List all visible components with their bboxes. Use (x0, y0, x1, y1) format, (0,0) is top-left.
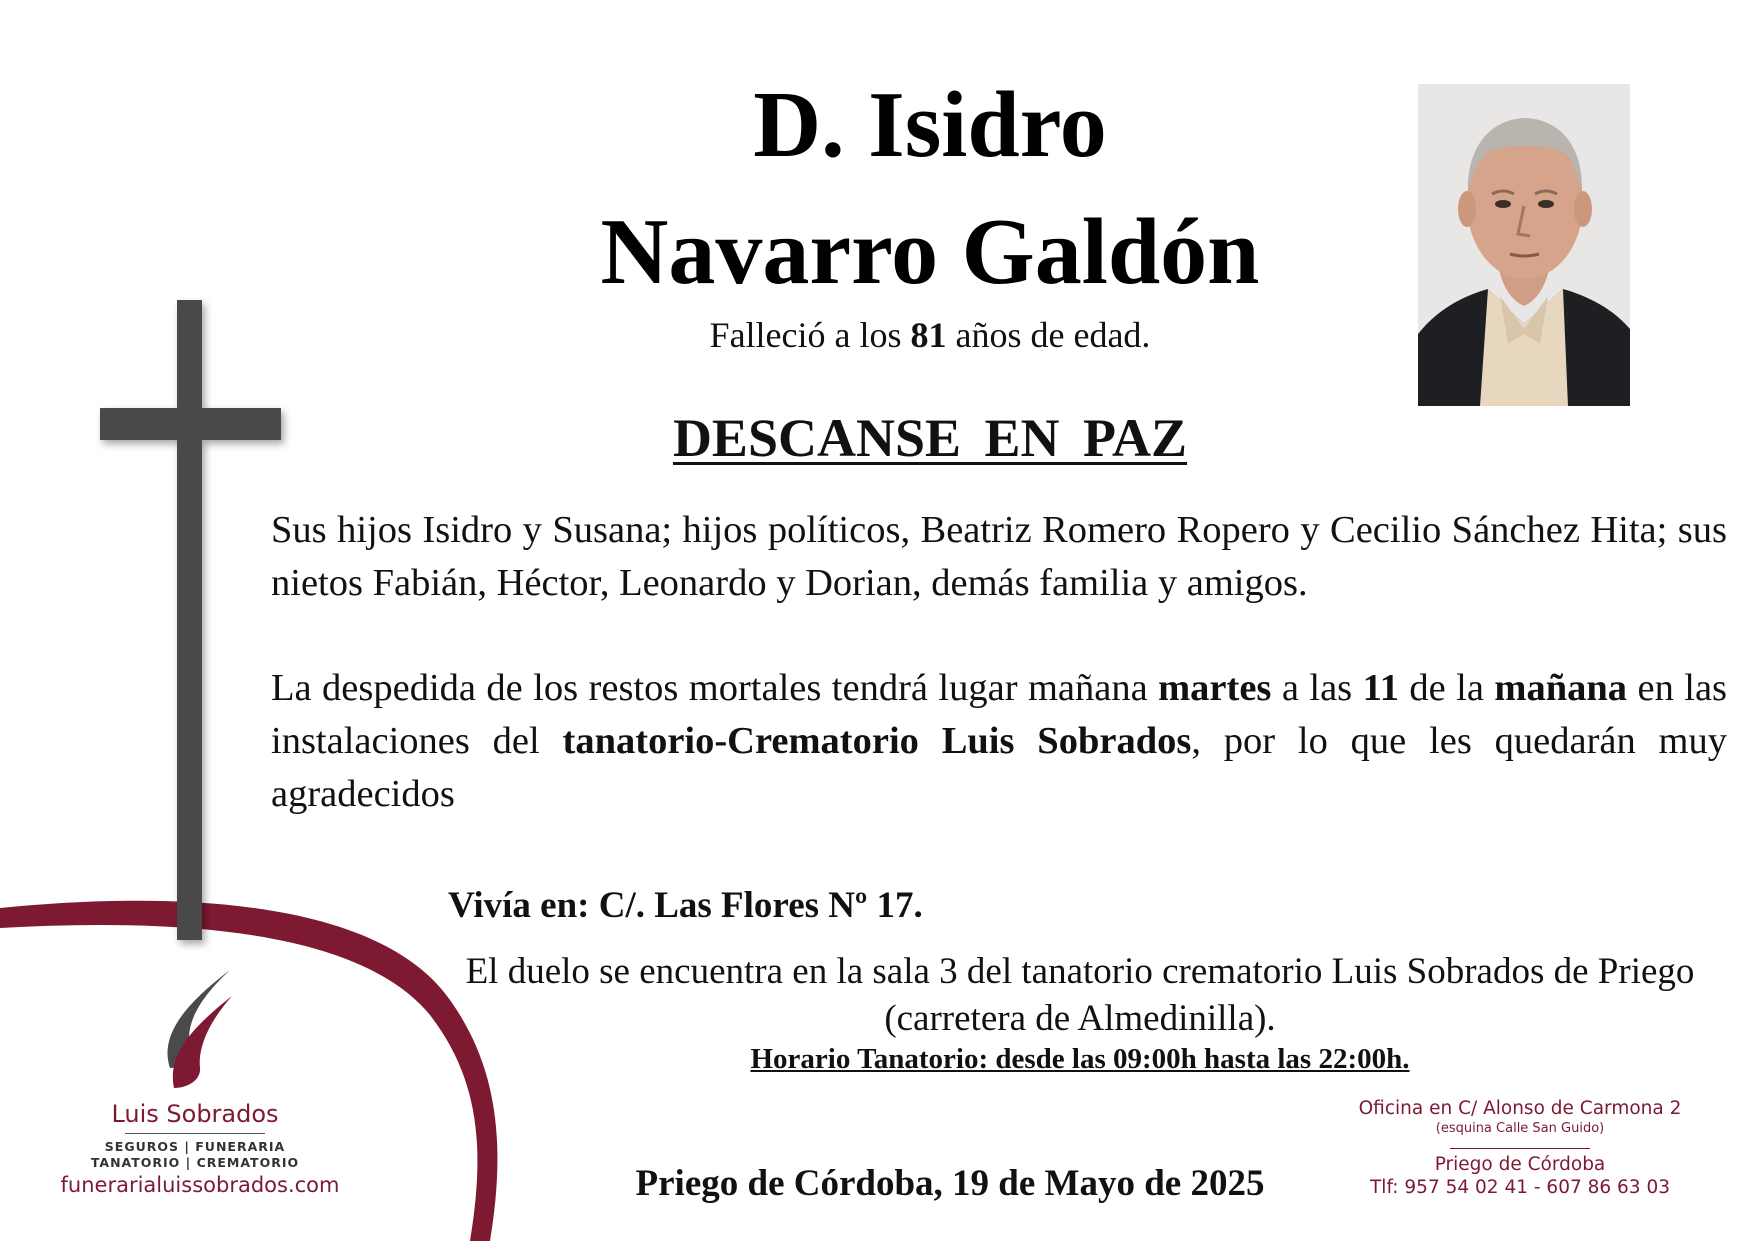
age-value: 81 (910, 315, 947, 355)
office-city: Priego de Córdoba (1434, 1154, 1606, 1175)
logo-services-line1: SEGUROS | FUNERARIA (104, 1139, 286, 1154)
place-and-date: Priego de Córdoba, 19 de Mayo de 2025 (635, 1163, 1265, 1204)
farewell-text-2: a las (1271, 667, 1363, 709)
mourning-line2: (carretera de Almedinilla). (884, 998, 1276, 1039)
mourning-location (450, 948, 1710, 1042)
farewell-text-5: , por lo que les quedarán muy agradecidos (271, 720, 1727, 815)
farewell-venue: tanatorio-Crematorio Luis Sobrados (562, 720, 1192, 762)
farewell-text-1: La despedida de los restos mortales tendrá lugar mañana (271, 667, 1159, 709)
age-prefix: Falleció a los (709, 315, 911, 355)
logo-divider (125, 1133, 265, 1134)
office-divider (1450, 1148, 1590, 1149)
office-phone: Tlf: 957 54 02 41 - 607 86 63 03 (1370, 1177, 1670, 1198)
office-address: Oficina en C/ Alonso de Carmona 2 (1358, 1098, 1682, 1119)
age-text (520, 314, 1340, 356)
farewell-daypart: mañana (1494, 667, 1628, 709)
age-suffix: años de edad. (946, 315, 1151, 355)
logo-brand-name: Luis Sobrados (111, 1100, 279, 1128)
farewell-hour: 11 (1362, 667, 1399, 709)
logo-website: funerarialuissobrados.com (60, 1173, 340, 1197)
logo-services-line2: TANATORIO | CREMATORIO (90, 1155, 300, 1170)
deceased-name-line2: Navarro Galdón (600, 200, 1260, 304)
flame-logo-icon (160, 968, 240, 1088)
family-paragraph: Sus hijos Isidro y Susana; hijos políticos, Beatriz Romero Ropero y Cecilio Sánchez Hita; sus nietos Fabián, Héctor, Leonardo y Dorian, demás familia y amigos. (271, 509, 1727, 604)
farewell-paragraph (271, 662, 1727, 821)
farewell-text-4: en las instalaciones del (271, 667, 1728, 762)
office-address-note: (esquina Calle San Guido) (1435, 1121, 1605, 1136)
funeral-home-hours: Horario Tanatorio: desde las 09:00h hasta las 22:00h. (750, 1043, 1410, 1075)
rest-in-peace-heading: DESCANSE EN PAZ (672, 408, 1188, 468)
farewell-day: martes (1158, 667, 1272, 709)
mourning-line1: El duelo se encuentra en la sala 3 del tanatorio crematorio Luis Sobrados de Priego (465, 951, 1695, 992)
farewell-text-3: de la (1398, 667, 1495, 709)
portrait-photo (1418, 84, 1630, 406)
deceased-name-line1: D. Isidro (753, 73, 1107, 177)
cross-icon (100, 300, 281, 940)
residence-address: Vivía en: C/. Las Flores Nº 17. (448, 885, 923, 926)
